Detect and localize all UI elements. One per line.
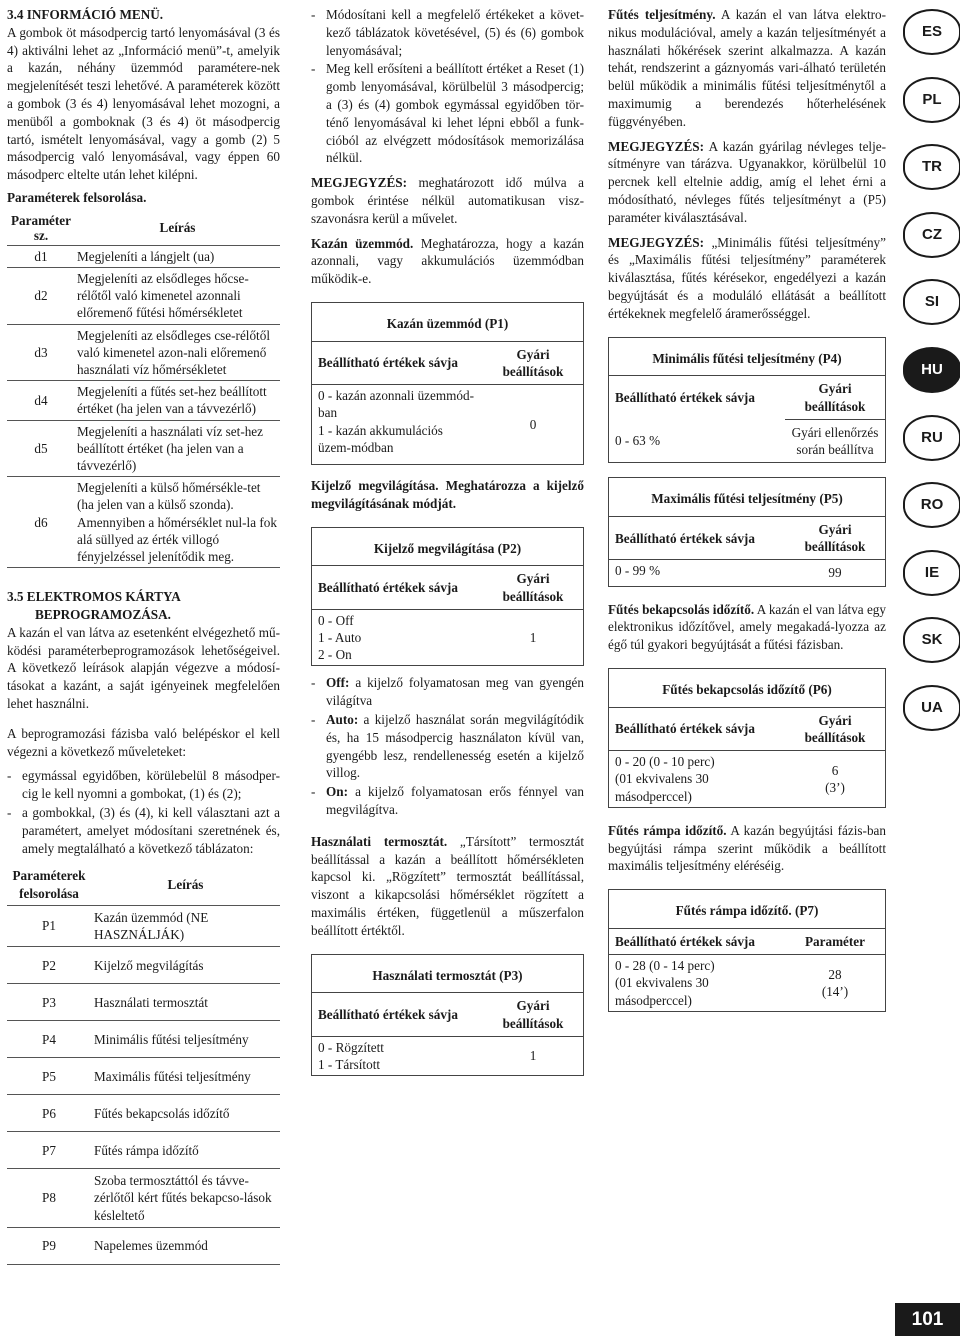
ramp-timer-lead: Fűtés rámpa időzítő.	[608, 822, 727, 838]
p2-box	[311, 527, 584, 667]
list-desc: Fűtés rámpa időzítő	[91, 1132, 280, 1169]
display-light-lead: Kijelző megvilágítása.	[311, 477, 439, 493]
p2-default: 1	[529, 629, 537, 645]
list-row	[7, 1132, 280, 1169]
list-desc: Fűtés bekapcsolás időzítő	[91, 1095, 280, 1132]
language-tab-ua[interactable]: UA	[903, 685, 960, 731]
note-timeout	[311, 174, 584, 227]
p3-box	[311, 954, 584, 1077]
ignition-timer-text: A kazán el van látva egy elektronikus időzítővel, amely megakadá-lyozza az égő túl gyakori begyújtását a fűtési fázisban.	[608, 601, 886, 653]
step-item: - Meg kell erősíteni a beállított értéket a Reset (1) gomb lenyomásával, körülbelül 3 másodpercig; a (3) és (4) gombok egymással egyidőben tör-ténő lenyomásával ki lehet lépni ebből a funk-cióból az elvégzett módosítások memorizálása nélkül.	[311, 60, 584, 167]
p2-values: 0 - Off 1 - Auto 2 - On	[318, 612, 362, 663]
heating-power-paragraph	[608, 6, 886, 131]
p7-default-header: Paraméter	[785, 929, 885, 955]
p5-box	[608, 477, 886, 586]
list-code-header: Paraméterek felsorolása	[7, 864, 91, 905]
list-desc: Kijelző megvilágítás	[91, 947, 280, 984]
p3-default-header: Gyári beállítások	[483, 993, 583, 1036]
list-row	[7, 1021, 280, 1058]
param-row	[7, 381, 280, 420]
section-3-5-para-1: A kazán el van látva az esetenként elvégezhető mű-ködési paraméterbeprogramozások lehetőségeivel. A következő leírások alapján végezve a módosí-tásokat a kazánt, a saját igényeinek megfelelően lehet használni.	[7, 624, 280, 711]
param-code: d2	[7, 267, 75, 324]
p3-values: 0 - Rögzített 1 - Társított	[318, 1039, 384, 1072]
note-label: MEGJEGYZÉS:	[608, 234, 704, 250]
p1-default: 0	[529, 416, 537, 432]
heating-power-text: A kazán el van látva elektro-nikus modulációval, amely a kazán teljesítményét a használati hőkérések szerint alkalmazza. A kazán tehát, rendszerint a gáznyomás vari-álható területén belül működik a minimális fűtési teljesítménytől a maximumig a berendezés hőterhelésének függvényében.	[608, 7, 886, 129]
p7-default: 28 (14’)	[821, 966, 849, 999]
ignition-timer-paragraph	[608, 601, 886, 654]
section-3-5-title-2: BEPROGRAMOZÁSA.	[35, 607, 171, 623]
p2-values-header: Beállítható értékek sávja	[312, 566, 483, 609]
param-desc: Megjeleníti a lángjelt (ua)	[75, 245, 280, 267]
param-desc-header: Leírás	[75, 211, 280, 246]
p4-default-header: Gyári beállítások	[785, 376, 885, 419]
section-3-5-title: 3.5 ELEKTROMOS KÁRTYA	[7, 589, 181, 605]
param-desc: Megjeleníti az elsődleges cse-rélőtől való kimenetel azon-nali előremenő használati víz hőmérsékletet	[75, 324, 280, 381]
ramp-timer-paragraph	[608, 822, 886, 875]
section-3-5-para-2: A beprogramozási fázisba való belépéskor el kell végezni a következő műveleteket:	[7, 725, 280, 759]
dhw-thermostat-text: „Társított” termosztát beállítással a kazán a beállított hőmérsékleten kapcsol ki. „Rögzített” termosztát beállítással, viszont a kikapcsolási hőmérséklet rögzített a maximális értéken, függetlenül a műszerfalon beállított értéktől.	[311, 833, 584, 938]
display-light-paragraph	[311, 477, 584, 513]
programming-parameter-table	[7, 864, 280, 1264]
p5-caption: Maximális fűtési teljesítmény (P5)	[609, 478, 885, 517]
language-tab-tr[interactable]: TR	[903, 144, 960, 190]
p1-values: 0 - kazán azonnali üzemmód-ban 1 - kazán akkumulációs üzem-módban	[318, 388, 474, 455]
list-desc: Minimális fűtési teljesítmény	[91, 1021, 280, 1058]
p6-values: 0 - 20 (0 - 10 perc) (01 ekvivalens 30 másodperccel)	[615, 754, 715, 804]
param-desc: Megjeleníti a külső hőmérsékle-tet (ha jelen van a külső szonda). Amennyiben a hőmérséklet nul-la fok alá süllyed az érték villogó fényjelzéssel jelenítődik meg.	[75, 477, 280, 568]
language-tab-es[interactable]: ES	[903, 9, 960, 55]
p2-caption: Kijelző megvilágítása (P2)	[312, 528, 583, 567]
list-code: P8	[7, 1169, 91, 1228]
p4-values-header: Beállítható értékek sávja	[615, 390, 755, 406]
p7-caption: Fűtés rámpa időzítő. (P7)	[609, 890, 885, 929]
list-code: P2	[7, 947, 91, 984]
param-desc: Megjeleníti a használati víz set-hez beállított értéket (ha jelen van a távvezérlő)	[75, 420, 280, 477]
language-tab-si[interactable]: SI	[903, 279, 960, 325]
list-code: P3	[7, 984, 91, 1021]
param-code: d4	[7, 381, 75, 420]
param-desc: Megjeleníti a fűtés set-hez beállított értéket (ha jelen van a távvezérlő)	[75, 381, 280, 420]
mode-on: - On: a kijelző folyamatosan erős fénnyel van megvilágítva.	[311, 783, 584, 819]
p6-values-header: Beállítható értékek sávja	[609, 708, 785, 751]
list-row	[7, 984, 280, 1021]
language-tab-cz[interactable]: CZ	[903, 212, 960, 258]
dhw-thermostat-lead: Használati termosztát.	[311, 833, 448, 849]
step-item: - a gombokkal, (3) és (4), ki kell választani azt a paramétert, amelyet módosítani szeretnének és, amely megtalálható a következő táblázaton:	[7, 804, 280, 857]
step-item: - egymással egyidőben, körülebelül 8 másodper-cig le kell nyomni a gombokat, (1) és (2);	[7, 767, 280, 803]
p3-values-header: Beállítható értékek sávja	[312, 993, 483, 1036]
list-row	[7, 1058, 280, 1095]
param-code: d5	[7, 420, 75, 477]
p7-values: 0 - 28 (0 - 14 perc) (01 ekvivalens 30 másodperccel)	[615, 958, 715, 1008]
p7-box	[608, 889, 886, 1012]
ignition-timer-lead: Fűtés bekapcsolás időzítő.	[608, 601, 755, 617]
language-tab-ie[interactable]: IE	[903, 550, 960, 596]
param-row	[7, 267, 280, 324]
p3-caption: Használati termosztát (P3)	[312, 955, 583, 994]
step-item: - Módosítani kell a megfelelő értékeket a követ-kező táblázatok követésével, (5) és (6) gombok lenyomásával;	[311, 6, 584, 59]
note-label: MEGJEGYZÉS:	[311, 175, 407, 191]
column-2	[311, 6, 584, 1088]
p2-default-header: Gyári beállítások	[483, 566, 583, 609]
language-tab-hu[interactable]: HU	[903, 347, 960, 393]
param-code: d1	[7, 245, 75, 267]
language-tab-sk[interactable]: SK	[903, 617, 960, 663]
list-desc: Használati termosztát	[91, 984, 280, 1021]
language-tab-ru[interactable]: RU	[903, 415, 960, 461]
info-parameter-table	[7, 211, 280, 568]
note-text: meghatározott idő múlva a gombok érintése nélkül automatikusan visz-szavonásra kerül a művelet.	[311, 175, 584, 226]
p1-values-header: Beállítható értékek sávja	[312, 342, 483, 385]
list-code: P9	[7, 1227, 91, 1264]
section-3-4-title: 3.4 INFORMÁCIÓ MENÜ.	[7, 7, 164, 22]
list-desc: Szoba termosztáttól és távve-zérlőtől kért fűtés bekapcso-lások késleltető	[91, 1169, 280, 1228]
p5-values: 0 - 99 %	[615, 563, 661, 579]
boiler-mode-paragraph	[311, 235, 584, 288]
list-desc: Maximális fűtési teljesítmény	[91, 1058, 280, 1095]
boiler-mode-lead: Kazán üzemmód.	[311, 235, 414, 251]
display-light-text: Meghatározza a kijelző megvilágításának módját.	[311, 477, 585, 511]
list-desc: Napelemes üzemmód	[91, 1227, 280, 1264]
section-3-4-text: A gombok öt másodpercig tartó lenyomásával (3 és 4) aktiválni lehet az „Információ menü”-t, amelyik a kazán, néhány üzemmód paramétere-nek megjelenítését teszi lehetővé. A paraméterek között a gombok (3 és 4) lenyomásával lehet mozogni, a menüből a gomboknak (3 és 4) öt másodpercig tartó, ismételt lenyomásával, vagy a gomb (2) 5 másodpercig való lenyomásával, vagy éppen 60 másodperc eltelte után lehet kilépni.	[7, 24, 280, 183]
list-code: P5	[7, 1058, 91, 1095]
note-nominal	[608, 138, 886, 227]
list-row	[7, 905, 280, 946]
p6-default: 6 (3’)	[825, 762, 845, 795]
heating-power-lead: Fűtés teljesítmény.	[608, 7, 716, 22]
programming-steps	[7, 767, 280, 857]
mode-off: - Off: a kijelző folyamatosan meg van gyengén világítva	[311, 674, 584, 710]
param-desc: Megjeleníti az elsődleges hőcse-rélőtől való kimenetel azonnali előremenő fűtési hőmérsékletet	[75, 267, 280, 324]
p4-box	[608, 337, 886, 464]
ramp-timer-text: A kazán begyújtási fázis-ban begyújtási rámpa szerint működik a beállított maximális teljesítmény eléréséig.	[608, 822, 886, 874]
p1-box	[311, 302, 584, 465]
param-code-header: Paraméter sz.	[7, 211, 75, 246]
list-desc: Kazán üzemmód (NE HASZNÁLJÁK)	[91, 905, 280, 946]
boiler-mode-text: Meghatározza, hogy a kazán azonnali, vagy akkumulációs üzemmódban működik-e.	[311, 235, 584, 287]
confirm-steps	[311, 6, 584, 167]
note-text: „Minimális fűtési teljesítmény” és „Maximális fűtési teljesítmény” paraméterek kiválasztása, fűtés kérésekor, engedélyezi a kazán begyújtását és a moduláló ellátását a beállított értékeknek megfelelő áramerősséggel.	[608, 234, 886, 321]
note-min-max	[608, 234, 886, 323]
list-row	[7, 947, 280, 984]
param-row	[7, 324, 280, 381]
param-row	[7, 420, 280, 477]
param-list-heading: Paraméterek felsorolása.	[7, 189, 147, 205]
page-number: 101	[895, 1303, 960, 1336]
p4-default: Gyári ellenőrzés során beállítva	[791, 424, 879, 457]
list-code: P4	[7, 1021, 91, 1058]
p1-caption: Kazán üzemmód (P1)	[312, 303, 583, 342]
list-code: P1	[7, 905, 91, 946]
p6-default-header: Gyári beállítások	[785, 708, 885, 751]
p4-values: 0 - 63 %	[615, 433, 661, 449]
p5-default: 99	[828, 565, 842, 581]
dhw-thermostat-paragraph	[311, 833, 584, 940]
display-modes	[311, 674, 584, 818]
p1-default-header: Gyári beállítások	[483, 342, 583, 385]
p5-default-header: Gyári beállítások	[785, 517, 885, 560]
p5-values-header: Beállítható értékek sávja	[609, 517, 785, 560]
note-label: MEGJEGYZÉS:	[608, 138, 704, 154]
list-row	[7, 1227, 280, 1264]
param-row	[7, 245, 280, 267]
language-tab-ro[interactable]: RO	[903, 482, 960, 528]
p6-caption: Fűtés bekapcsolás időzítő (P6)	[609, 669, 885, 708]
mode-auto: - Auto: a kijelző használat során megvilágítódik és, ha 15 másodpercig használaton kívül van, gyengébb lesz, rendellenesség esetén a kijelző villog.	[311, 711, 584, 782]
p3-default: 1	[529, 1048, 537, 1064]
list-code: P7	[7, 1132, 91, 1169]
param-row	[7, 477, 280, 568]
column-1	[7, 6, 280, 1265]
language-tab-pl[interactable]: PL	[903, 77, 960, 123]
list-row	[7, 1095, 280, 1132]
param-code: d6	[7, 477, 75, 568]
p7-values-header: Beállítható értékek sávja	[609, 929, 785, 955]
param-code: d3	[7, 324, 75, 381]
list-row	[7, 1169, 280, 1228]
column-3	[608, 6, 886, 1024]
list-code: P6	[7, 1095, 91, 1132]
p6-box	[608, 668, 886, 808]
p4-caption: Minimális fűtési teljesítmény (P4)	[609, 338, 885, 377]
note-text: A kazán gyárilag névleges telje-sítményre van tárázva. Ugyanakkor, körülbelül 10 percnek kell eltelnie addig, amíg el lehet érni a módosítható, névleges fűtés teljesítményt a (P5) paraméter kiválasztásával.	[608, 138, 886, 225]
list-desc-header: Leírás	[91, 864, 280, 905]
